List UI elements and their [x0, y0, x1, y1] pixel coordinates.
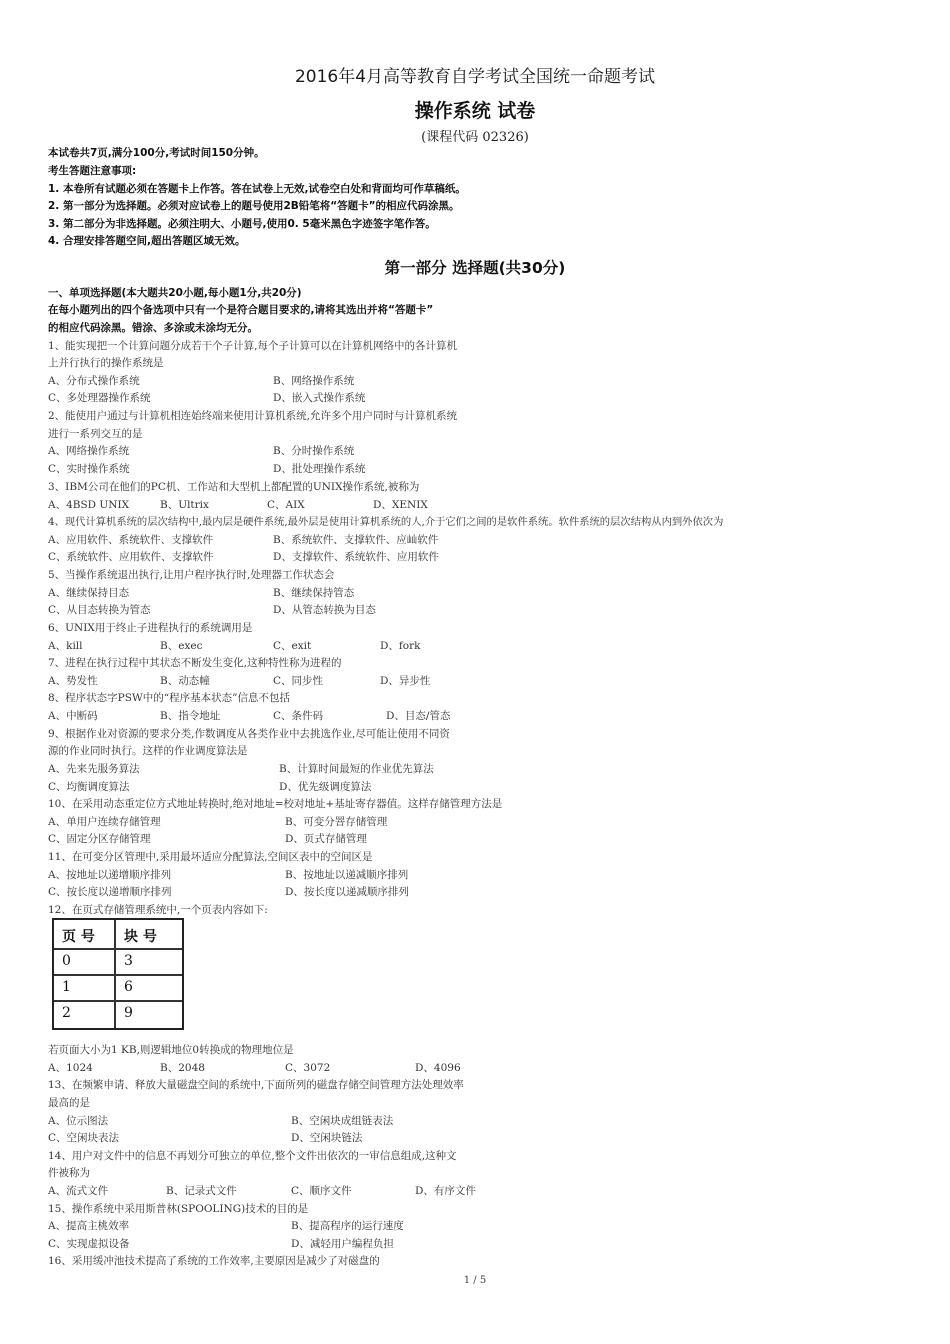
option: D、优先级调度算法 — [279, 781, 372, 793]
option: A、按地址以递增顺序排列 — [48, 869, 172, 881]
page-table — [52, 918, 184, 1030]
note-line: 4. 合理安排答题空间,超出答题区域无效。 — [48, 235, 246, 247]
option: D、4096 — [415, 1062, 461, 1074]
option: C、顺序文件 — [291, 1185, 352, 1197]
note-line: 1. 本卷所有试题必须在答题卡上作答。答在试卷上无效,试卷空白处和背面均可作草稿纸。 — [48, 183, 466, 195]
option: B、分时操作系统 — [273, 445, 355, 457]
table-cell: 0 — [62, 953, 71, 969]
question-text: 5、当操作系统退出执行,让用户程序执行时,处理器工作状态会 — [48, 569, 335, 581]
option: B、计算时间最短的作业优先算法 — [279, 763, 434, 775]
option: D、支撑软件、系统软件、应用软件 — [273, 551, 439, 563]
option: D、批处理操作系统 — [273, 463, 366, 475]
question-text: 3、IBM公司在他们的PC机、工作站和大型机上都配置的UNIX操作系统,被称为 — [48, 481, 420, 493]
option: A、流式文件 — [48, 1185, 109, 1197]
table-header: 块 号 — [124, 929, 157, 945]
option: B、可变分罯存储管理 — [285, 816, 388, 828]
table-cell: 2 — [62, 1005, 71, 1021]
question-text: 13、在频繁申请、释放大量磁盘空间的系统中,下面所列的磁盘存储空间管理方法处理效率 — [48, 1079, 464, 1091]
question-text: 8、程序状态字PSW中的“程序基本状态”信息不包括 — [48, 692, 290, 704]
option: D、有序文件 — [415, 1185, 476, 1197]
option: D、减轻用户编程负担 — [291, 1238, 394, 1250]
option: A、中断码 — [48, 710, 98, 722]
section-heading: 一、单项选择题(本大题共20小题,每小题1分,共20分) — [48, 287, 302, 299]
option: B、系统软件、支撑软件、应屾软件 — [273, 534, 439, 546]
table-divider — [54, 948, 182, 950]
option: B、exec — [160, 640, 203, 652]
question-text: 若页面大小为1 KB,则逻辑地位0转换成的物理地位是 — [48, 1044, 294, 1056]
option: B、动态幢 — [160, 675, 210, 687]
option: B、网络操作系统 — [273, 375, 355, 387]
table-divider — [54, 974, 182, 976]
table-cell: 3 — [124, 953, 133, 969]
option: C、系统软件、应用软件、支撑软件 — [48, 551, 214, 563]
option: B、按地址以递减顺序排列 — [285, 869, 409, 881]
question-text: 10、在采用动态重定位方式地址转换时,绝对地址=校对地址+基址寄存器值。这样存储管理方法是 — [48, 798, 503, 810]
option: D、XENIX — [373, 499, 428, 511]
note-line: 本试卷共7页,满分100分,考试时间150分钟。 — [48, 147, 265, 159]
question-text: 最高的是 — [48, 1097, 90, 1109]
option: D、从管态转换为目态 — [273, 604, 376, 616]
question-text: 12、在页式存储管理系统中,一个页表内容如下: — [48, 904, 268, 916]
option: D、fork — [380, 640, 421, 652]
option: C、按长度以递增顺序排列 — [48, 886, 172, 898]
question-text: 件被称为 — [48, 1167, 90, 1179]
option: A、位示图法 — [48, 1115, 109, 1127]
note-line: 2. 第一部分为选择题。必须对应试卷上的题号使用2B铅笔将“答题卡”的相应代码涂黑。 — [48, 200, 460, 212]
option: C、AIX — [267, 499, 305, 511]
option: B、提高程序的运行速度 — [291, 1220, 404, 1232]
table-cell: 9 — [124, 1005, 133, 1021]
option: C、均衡调度算法 — [48, 781, 130, 793]
page-number: 1 / 5 — [463, 1275, 487, 1286]
option: C、从目态转换为管态 — [48, 604, 151, 616]
option: A、继续保持目态 — [48, 587, 130, 599]
table-header: 页 号 — [62, 929, 95, 945]
option: C、多处理器操作系统 — [48, 392, 151, 404]
question-text: 4、现代计算机系统的层次结构中,最内层是硬件系统,最外层是使用计算机系统的人,介于它们之间的是软件系统。软件系统的层次结构从内到外依次为 — [48, 516, 724, 528]
option: A、分布式操作系统 — [48, 375, 140, 387]
option: B、记录式文件 — [166, 1185, 237, 1197]
question-text: 14、用户对文件中的信息不再划分可独立的单位,整个文件出依次的一审信息组成,这种文 — [48, 1150, 457, 1162]
option: C、实时操作系统 — [48, 463, 130, 475]
table-cell: 1 — [62, 979, 71, 995]
option: C、空闲块表法 — [48, 1132, 120, 1144]
option: A、势发性 — [48, 675, 98, 687]
option: D、异步性 — [380, 675, 431, 687]
option: B、指令地址 — [160, 710, 221, 722]
question-text: 9、根据作业对资源的要求分类,作数调度从各类作业中去挑选作业,尽可能让使用不同资 — [48, 728, 450, 740]
option: A、单用户连续存储管理 — [48, 816, 161, 828]
option: A、先来先服务算法 — [48, 763, 140, 775]
option: A、网络操作系统 — [48, 445, 130, 457]
note-line: 3. 第二部分为非选择题。必须注明大、小题号,使用0. 5毫米黑色字迹签字笔作答。 — [48, 218, 436, 230]
question-text: 1、能实现把一个计算问题分成若干个子计算,每个子计算可以在计算机网络中的各计算机 — [48, 340, 458, 352]
option: D、嵌入式操作系统 — [273, 392, 366, 404]
option: A、4BSD UNIX — [48, 499, 130, 511]
option: B、2048 — [160, 1062, 205, 1074]
question-text: 源的作业同时执行。这样的作业调度算法是 — [48, 745, 248, 757]
option: C、固定分区存储管理 — [48, 833, 151, 845]
option: D、目态/管态 — [386, 710, 451, 722]
subject-title: 操作系统 试卷 — [414, 100, 536, 122]
option: C、同步性 — [273, 675, 324, 687]
option: A、kill — [48, 640, 83, 652]
exam-title: 2016年4月高等教育自学考试全国统一命题考试 — [294, 67, 656, 87]
question-text: 进行一系列交互的是 — [48, 428, 143, 440]
option: B、继续保持管态 — [273, 587, 355, 599]
option: C、exit — [273, 640, 312, 652]
section-instruction: 的相应代码涂黑。错涂、多涂或未涂均无分。 — [48, 322, 258, 334]
option: D、按长度以递减顺序排列 — [285, 886, 409, 898]
question-text: 16、采用缓冲池技术提高了系统的工作效率,主要原因是减少了对磁盘的 — [48, 1255, 380, 1267]
section-instruction: 在每小题列出的四个备选项中只有一个是符合题目要求的,请将其选出并将“答题卡” — [48, 304, 434, 316]
option: A、提高主桃效率 — [48, 1220, 130, 1232]
course-code: (课程代码 02326) — [421, 130, 529, 145]
option: D、页式存储管理 — [285, 833, 367, 845]
note-line: 考生答题注意事项: — [48, 165, 137, 177]
question-text: 15、操作系统中采用斯普林(SPOOLING)技术的目的是 — [48, 1203, 309, 1215]
option: A、应用软件、系统软件、支撑软件 — [48, 534, 214, 546]
question-text: 上并行执行的操作系统是 — [48, 357, 164, 369]
option: C、条件码 — [273, 710, 324, 722]
option: C、3072 — [285, 1062, 331, 1074]
option: B、Ultrix — [160, 499, 209, 511]
table-divider — [54, 1000, 182, 1002]
question-text: 7、进程在执行过程中其状态不断发生变化,这种特性称为进程的 — [48, 657, 342, 669]
option: A、1024 — [48, 1062, 93, 1074]
option: D、空闲块链法 — [291, 1132, 363, 1144]
question-text: 6、UNIX用于终止子进程执行的系统调用是 — [48, 622, 253, 634]
question-text: 2、能使用户通过与计算机相连始终端来使用计算机系统,允许多个用户同时与计算机系统 — [48, 410, 458, 422]
table-cell: 6 — [124, 979, 133, 995]
question-text: 11、在可变分区管理中,采用最坏适应分配算法,空间区表中的空间区是 — [48, 851, 373, 863]
part-title: 第一部分 选择题(共30分) — [384, 259, 566, 277]
option: B、空闲块成组链表法 — [291, 1115, 394, 1127]
option: C、实现虚拟设备 — [48, 1238, 130, 1250]
